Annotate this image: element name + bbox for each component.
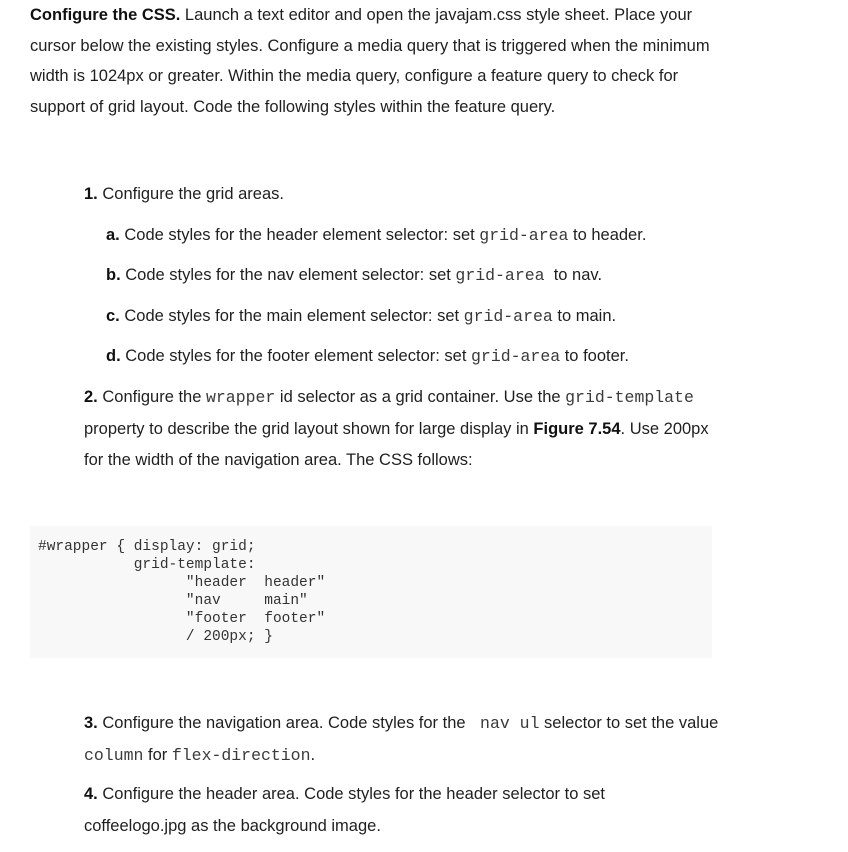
step-2-text-2: id selector as a grid container. Use the xyxy=(275,388,566,406)
step-2-code-grid-template: grid-template xyxy=(565,388,694,407)
step-1b-text: Code styles for the nav element selector: set xyxy=(120,266,456,284)
step-3-text-2: selector to set the value xyxy=(539,714,719,732)
step-2-number: 2. xyxy=(84,388,98,406)
step-1c-letter: c. xyxy=(106,307,120,325)
step-1d-letter: d. xyxy=(106,347,121,365)
step-3-code-nav-ul: nav ul xyxy=(470,714,540,733)
step-1a-text: Code styles for the header element selector: set xyxy=(119,226,480,244)
step-1a-tail: to header. xyxy=(568,226,647,244)
step-1d-tail: to footer. xyxy=(560,347,629,365)
step-3-text-1: Configure the navigation area. Code styles for the xyxy=(97,714,471,732)
step-1a-code: grid-area xyxy=(479,226,569,245)
step-1b-tail: to nav. xyxy=(544,266,603,284)
step-1c-code: grid-area xyxy=(463,307,553,326)
step-1a-letter: a. xyxy=(106,226,120,244)
step-3-number: 3. xyxy=(84,714,98,732)
step-1b-letter: b. xyxy=(106,266,121,284)
step-1c-tail: to main. xyxy=(552,307,617,325)
step-1d xyxy=(106,341,726,373)
intro-text: Launch a text editor and open the javajam.css style sheet. Place your cursor below the existing styles. Configure a media query that is triggered when the minimum width is 1024px or greater. Within the media query, configure a feature query to check for support of grid layout. Code the following styles within the feature query. xyxy=(30,6,710,116)
css-code-block xyxy=(30,526,712,658)
step-1 xyxy=(84,179,724,211)
step-4-text: Configure the header area. Code styles for the header selector to set coffeelogo.jpg as the background image. xyxy=(84,785,605,835)
step-3-text-3: for xyxy=(143,745,172,764)
step-1b-code: grid-area xyxy=(455,266,545,285)
intro-lead: Configure the CSS. xyxy=(30,6,181,24)
step-1c-text: Code styles for the main element selector: set xyxy=(119,307,464,325)
step-2-text-4: . Use 200px for the width of the navigation area. The CSS follows: xyxy=(84,419,709,469)
step-2-code-wrapper: wrapper xyxy=(206,388,276,407)
step-2-figure-ref: Figure 7.54 xyxy=(533,419,621,438)
step-4-number: 4. xyxy=(84,785,98,803)
step-1-text: Configure the grid areas. xyxy=(97,185,284,203)
step-1b xyxy=(106,260,726,292)
step-1d-code: grid-area xyxy=(471,347,561,366)
step-2-text-3: property to describe the grid layout shown for large display in xyxy=(84,419,534,438)
step-2 xyxy=(84,382,714,477)
step-4 xyxy=(84,779,684,842)
step-1-number: 1. xyxy=(84,185,98,203)
step-1c xyxy=(106,301,726,333)
step-1a xyxy=(106,220,726,252)
step-3-code-column: column xyxy=(84,745,144,765)
step-1d-text: Code styles for the footer element selector: set xyxy=(120,347,472,365)
intro-paragraph xyxy=(30,0,720,122)
step-2-text-1: Configure the xyxy=(97,388,206,406)
css-code: #wrapper { display: grid; grid-template: "header header" "nav main" "footer footer" / 200px; } xyxy=(38,539,326,645)
step-3 xyxy=(84,708,724,771)
step-3-text-4: . xyxy=(310,745,316,764)
step-3-code-flex-direction: flex-direction xyxy=(171,745,311,765)
